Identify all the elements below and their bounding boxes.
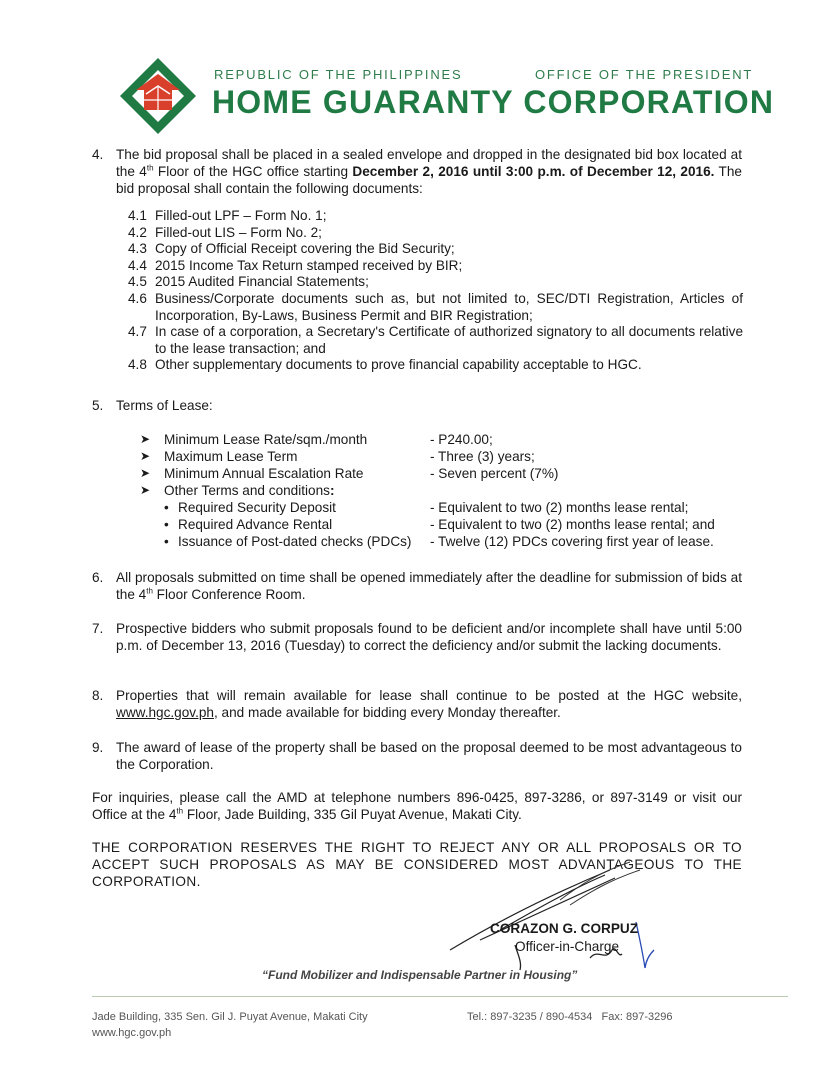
item-number: 9. xyxy=(92,740,104,755)
item-9 xyxy=(92,739,742,773)
lease-terms xyxy=(140,431,760,550)
list-item: 4.3 Copy of Official Receipt covering the Bid Security; xyxy=(128,241,455,257)
bullet-dot-icon: • xyxy=(164,517,169,532)
other-term-row: • Required Advance Rental - Equivalent to two (2) months lease rental; and xyxy=(164,517,715,532)
item-text: The award of lease of the property shall be based on the proposal deemed to be most advantageous to the Corporation. xyxy=(116,740,742,772)
item-text: Terms of Lease: xyxy=(116,398,213,413)
item-text: All proposals submitted on time shall be opened immediately after the deadline for submission of bids at the 4th Floor Conference Room. xyxy=(116,570,742,602)
bid-deadline: December 2, 2016 until 3:00 p.m. of December 12, 2016. xyxy=(352,164,715,179)
arrow-bullet-icon: ➤ xyxy=(140,483,151,497)
arrow-bullet-icon: ➤ xyxy=(140,449,151,463)
list-item: 4.7 In case of a corporation, a Secretary's Certificate of authorized signatory to all documents relative to the lease transaction; and xyxy=(128,324,743,356)
arrow-bullet-icon: ➤ xyxy=(140,466,151,480)
lease-term-row: ➤ Minimum Annual Escalation Rate - Seven percent (7%) xyxy=(140,466,559,481)
item-4 xyxy=(92,146,742,197)
item-text: The bid proposal shall be placed in a sealed envelope and dropped in the designated bid box located at the 4th Floor of the HGC office starting December 2, 2016 until 3:00 p.m. of December 12, 2016. The bid proposal shall contain the following documents: xyxy=(116,147,742,196)
footer-phone: Tel.: 897-3235 / 890-4534 Fax: 897-3296 xyxy=(467,1011,673,1023)
website-link[interactable]: www.hgc.gov.ph xyxy=(116,705,214,720)
list-item: 4.2 Filled-out LIS – Form No. 2; xyxy=(128,224,322,240)
reservation-clause: THE CORPORATION RESERVES THE RIGHT TO REJECT ANY OR ALL PROPOSALS OR TO ACCEPT SUCH PROPOSALS AS MAY BE CONSIDERED MOST ADVANTAGEOUS TO THE CORPORATION. xyxy=(92,840,742,889)
item-number: 7. xyxy=(92,621,104,636)
tagline: “Fund Mobilizer and Indispensable Partner in Housing” xyxy=(262,968,578,982)
item-number: 6. xyxy=(92,570,104,585)
list-item: 4.6 Business/Corporate documents such as, but not limited to, SEC/DTI Registration, Articles of Incorporation, By-Laws, Business Permit and BIR Registration; xyxy=(128,290,743,323)
bullet-dot-icon: • xyxy=(164,500,169,515)
footer-address: Jade Building, 335 Sen. Gil J. Puyat Avenue, Makati City xyxy=(92,1011,368,1023)
other-terms-heading: ➤ Other Terms and conditions: xyxy=(140,483,335,498)
item-text: Properties that will remain available for lease shall continue to be posted at the HGC website, www.hgc.gov.ph, and made available for bidding every Monday thereafter. xyxy=(116,688,742,720)
bullet-dot-icon: • xyxy=(164,534,169,549)
documents-list xyxy=(128,208,743,374)
arrow-bullet-icon: ➤ xyxy=(140,432,151,446)
lease-term-row: ➤ Minimum Lease Rate/sqm./month - P240.00; xyxy=(140,432,493,447)
item-6 xyxy=(92,569,742,603)
republic-label: REPUBLIC OF THE PHILIPPINES xyxy=(214,67,463,82)
office-label: OFFICE OF THE PRESIDENT xyxy=(535,67,754,82)
list-item: 4.8 Other supplementary documents to prove financial capability acceptable to HGC. xyxy=(128,357,642,373)
footer-divider xyxy=(92,996,788,997)
signatory-name: CORAZON G. CORPUZ xyxy=(490,921,639,936)
item-number: 4. xyxy=(92,147,104,162)
item-text: Prospective bidders who submit proposals found to be deficient and/or incomplete shall have until 5:00 p.m. of December 13, 2016 (Tuesday) to correct the deficiency and/or submit the lacking documents. xyxy=(116,621,742,653)
list-item: 4.1 Filled-out LPF – Form No. 1; xyxy=(128,208,327,223)
lease-term-row: ➤ Maximum Lease Term - Three (3) years; xyxy=(140,449,535,464)
item-number: 8. xyxy=(92,688,104,703)
house-logo-icon xyxy=(118,56,198,136)
item-5 xyxy=(92,397,742,414)
item-number: 5. xyxy=(92,398,104,413)
list-item: 4.4 2015 Income Tax Return stamped received by BIR; xyxy=(128,257,463,273)
other-term-row: • Issuance of Post-dated checks (PDCs) - Twelve (12) PDCs covering first year of lease. xyxy=(164,534,714,549)
footer-website[interactable]: www.hgc.gov.ph xyxy=(92,1027,172,1039)
corporation-title: HOME GUARANTY CORPORATION xyxy=(212,84,775,120)
signature-scribble xyxy=(440,850,660,980)
signatory-title: Officer-in-Charge xyxy=(515,939,620,954)
inquiries-paragraph: For inquiries, please call the AMD at telephone numbers 896-0425, 897-3286, or 897-3149 or visit our Office at the 4th Floor, Jade Building, 335 Gil Puyat Avenue, Makati City. xyxy=(92,790,742,822)
item-7 xyxy=(92,620,742,654)
list-item: 4.5 2015 Audited Financial Statements; xyxy=(128,274,369,290)
other-term-row: • Required Security Deposit - Equivalent to two (2) months lease rental; xyxy=(164,500,689,515)
item-8 xyxy=(92,687,742,721)
